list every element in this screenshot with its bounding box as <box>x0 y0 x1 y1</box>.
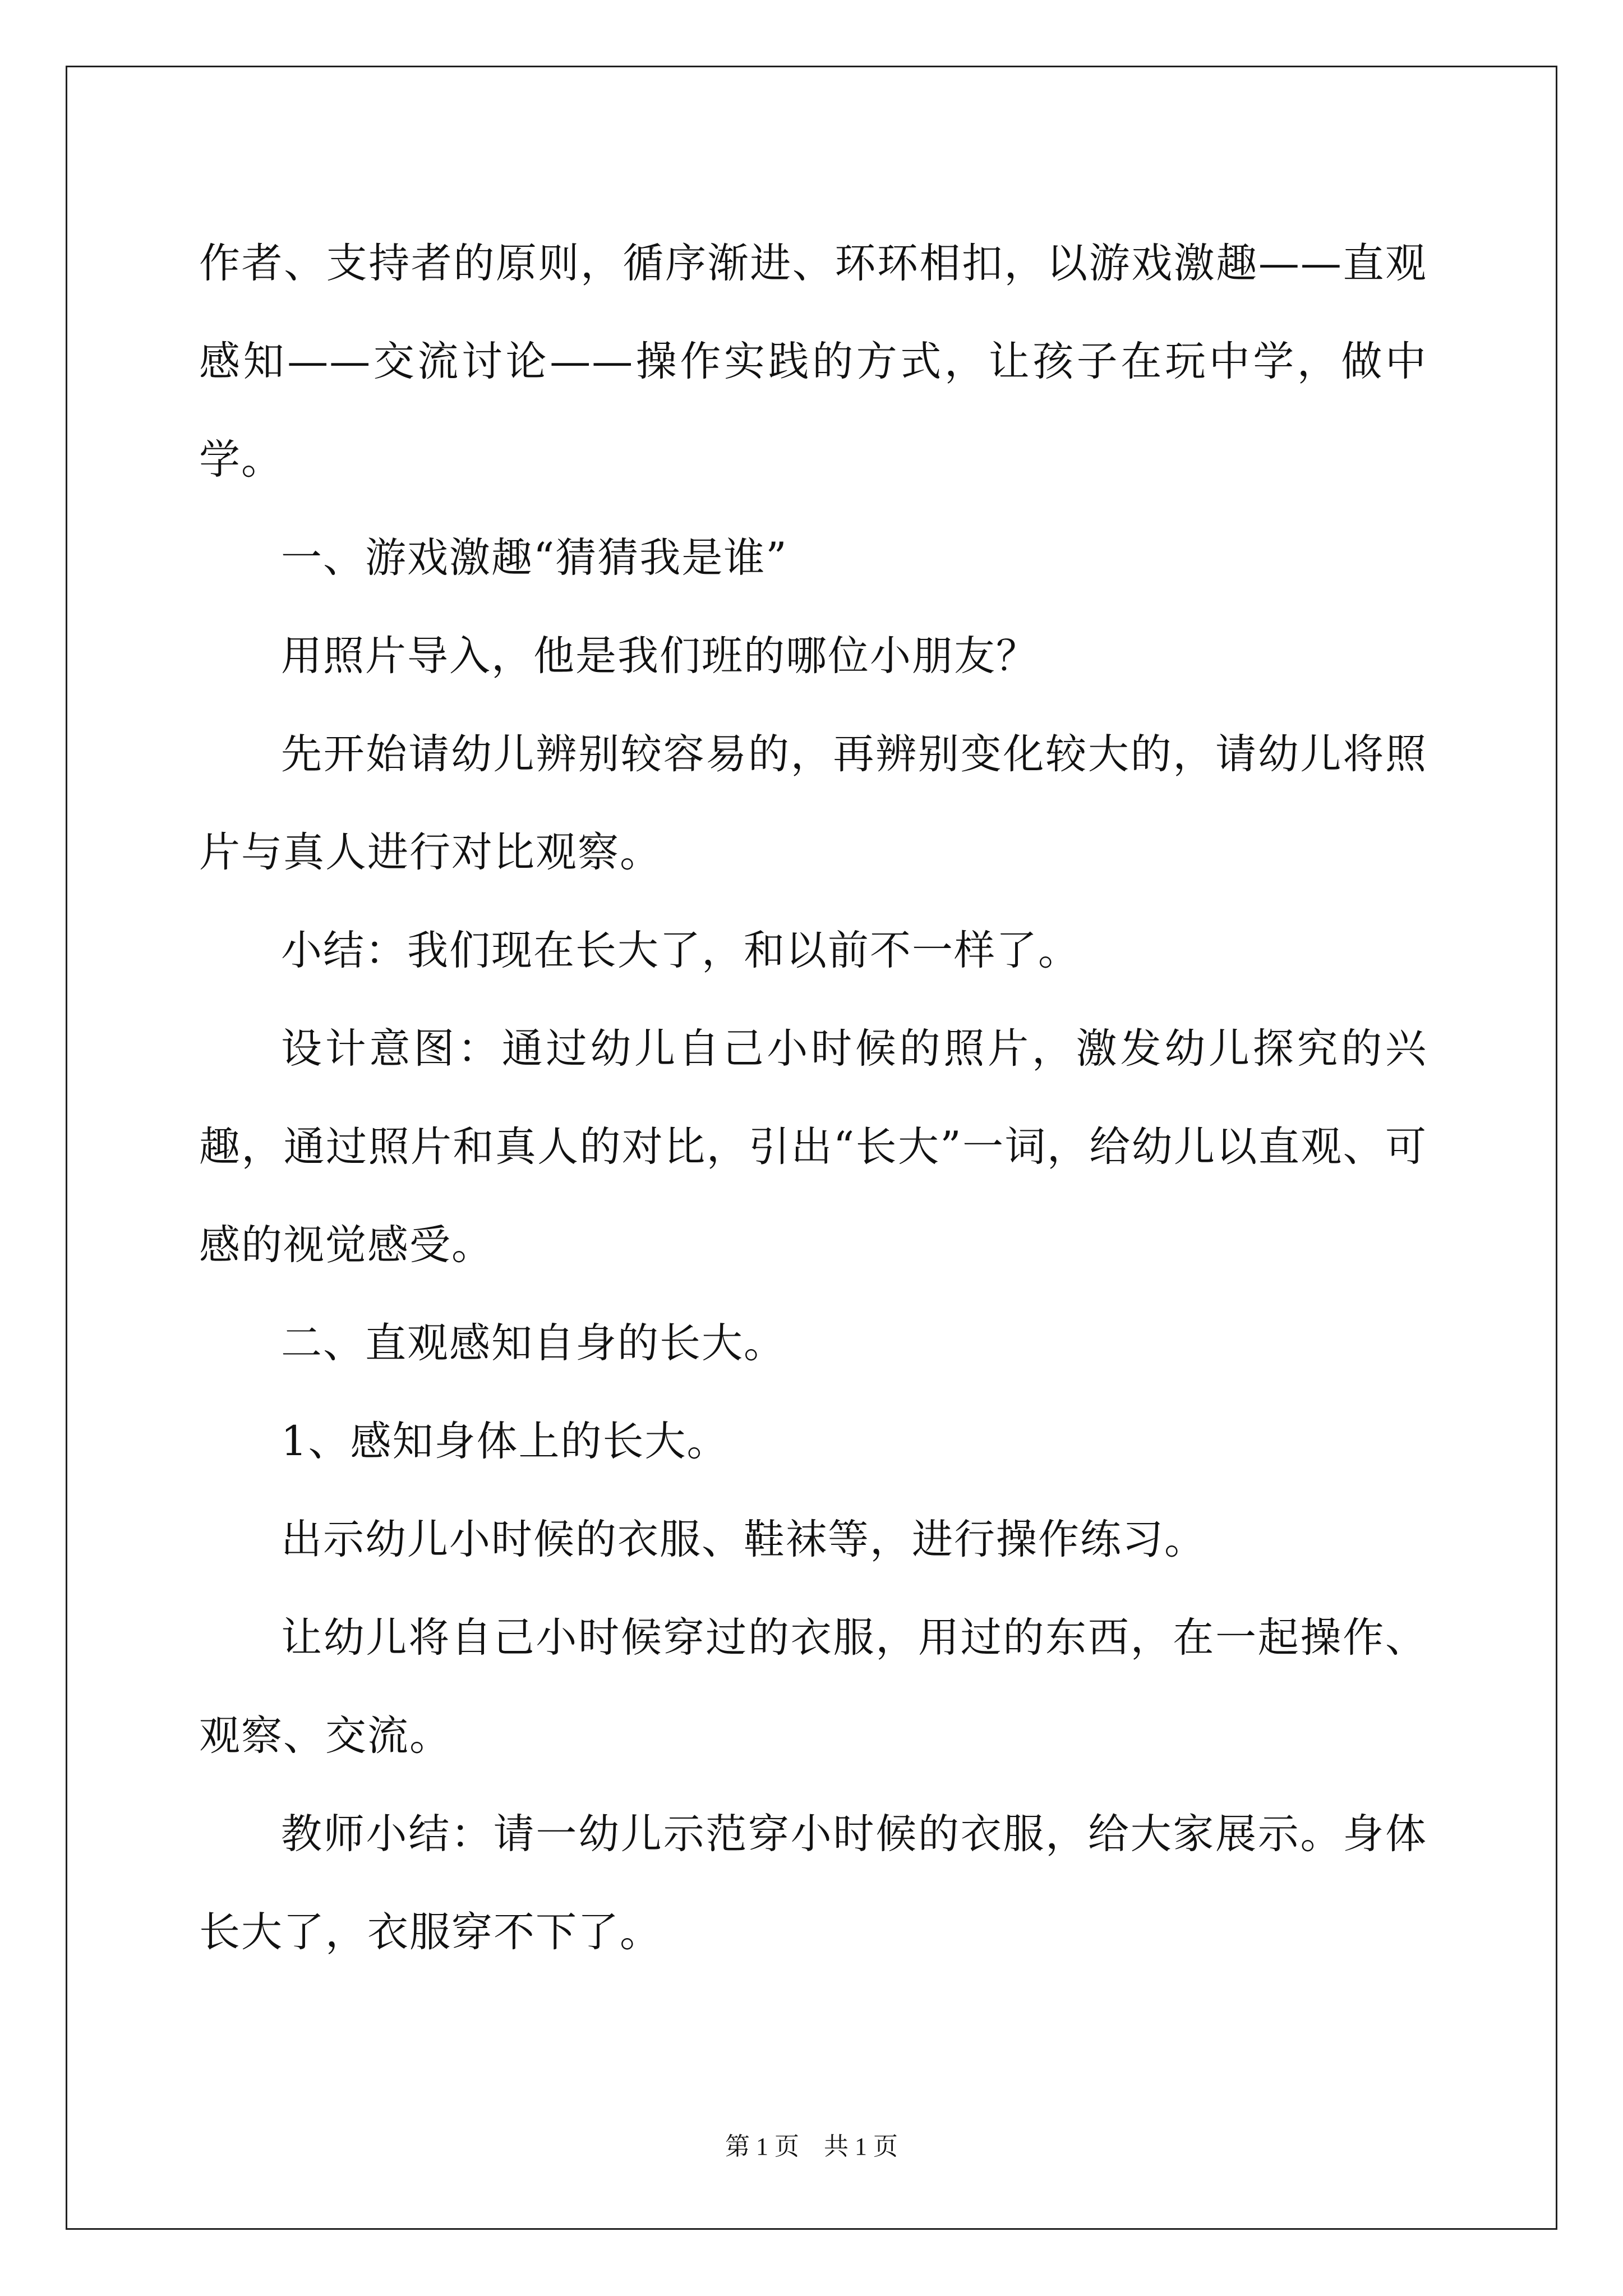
subheading-1: 1、感知身体上的长大。 <box>281 1418 729 1465</box>
page-number-footer: 第 1 页 共 1 页 <box>725 2133 898 2160</box>
document-body <box>199 214 1427 1981</box>
paragraph-3: 先开始请幼儿辨别较容易的，再辨别变化较大的，请幼儿将照片与真人进行对比观察。 <box>199 730 1427 876</box>
paragraph-2: 用照片导入，他是我们班的哪位小朋友？ <box>281 632 1038 680</box>
paragraph-4: 出示幼儿小时候的衣服、鞋袜等，进行操作练习。 <box>281 1516 1206 1563</box>
design-intent: 设计意图：通过幼儿自己小时候的照片，激发幼儿探究的兴趣，通过照片和真人的对比，引出“长大”一词，给幼儿以直观、可感的视觉感受。 <box>199 1025 1427 1269</box>
paragraph-1: 作者、支持者的原则，循序渐进、环环相扣，以游戏激趣——直观感知——交流讨论——操作实践的方式，让孩子在玩中学，做中学。 <box>199 240 1427 484</box>
paragraph-5: 让幼儿将自己小时候穿过的衣服，用过的东西，在一起操作、观察、交流。 <box>199 1614 1427 1760</box>
summary-1: 小结：我们现在长大了，和以前不一样了。 <box>281 927 1080 974</box>
section-heading-1: 一、游戏激趣“猜猜我是谁” <box>281 534 788 582</box>
section-heading-2: 二、直观感知自身的长大。 <box>281 1319 786 1367</box>
teacher-summary: 教师小结：请一幼儿示范穿小时候的衣服，给大家展示。身体长大了，衣服穿不下了。 <box>199 1810 1427 1956</box>
